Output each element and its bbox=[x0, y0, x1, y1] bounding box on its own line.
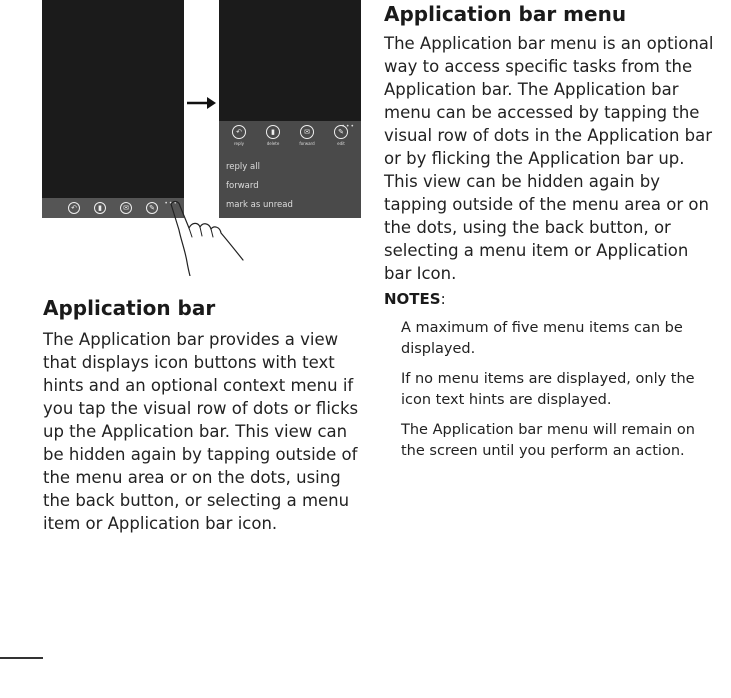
hand-tap-icon bbox=[165, 200, 247, 276]
section-body-application-bar: The Application bar provides a view that displays icon buttons with text hints and an optional context menu if you tap the visual row of dots or flicks up the Application bar. This view can be hidden again by tapping outside of the menu area or on the dots, using the back button, or selecting a menu item or Application bar icon. bbox=[43, 330, 359, 533]
section-body-application-bar-menu: The Application bar menu is an optional way to access specific tasks from the Application bar. The Application bar menu can be accessed by tapping the visual row of dots in the Application bar or by flicking the Application bar up. This view can be hidden again by tapping outside of the menu area or on the dots, using the back button, or selecting a menu item or Application bar Icon. bbox=[384, 34, 714, 283]
icon-hint: forward bbox=[299, 141, 315, 146]
reply-icon: ↶ bbox=[68, 202, 80, 214]
phone-screen-expanded bbox=[219, 0, 361, 218]
edit-icon: ✎ bbox=[334, 125, 348, 139]
icon-hint: edit bbox=[337, 141, 345, 146]
notes-label bbox=[384, 290, 446, 308]
icon-button-delete bbox=[262, 125, 284, 155]
icon-button-reply bbox=[228, 125, 250, 155]
icon-button-forward bbox=[296, 125, 318, 155]
phone-screen-collapsed bbox=[42, 0, 184, 218]
menu-item-mark-as-unread: mark as unread bbox=[226, 200, 293, 210]
edit-icon: ✎ bbox=[146, 202, 158, 214]
notes-colon: : bbox=[440, 290, 446, 308]
note-item: A maximum of five menu items can be displayed. bbox=[401, 320, 683, 357]
icon-row bbox=[219, 121, 361, 155]
footer-rule bbox=[0, 657, 43, 659]
menu-item-reply-all: reply all bbox=[226, 162, 260, 172]
icon-button-edit bbox=[330, 125, 352, 155]
reply-icon: ↶ bbox=[232, 125, 246, 139]
section-title-application-bar-menu: Application bar menu bbox=[384, 2, 627, 26]
menu-dots: ••• bbox=[341, 123, 355, 130]
icon-hint: delete bbox=[266, 141, 280, 146]
application-bar bbox=[42, 198, 184, 218]
note-item: The Application bar menu will remain on the screen until you perform an action. bbox=[401, 422, 695, 459]
forward-icon: ✉ bbox=[300, 125, 314, 139]
forward-icon: ✉ bbox=[120, 202, 132, 214]
notes-label-text: NOTES bbox=[384, 290, 441, 308]
note-item: If no menu items are displayed, only the icon text hints are displayed. bbox=[401, 371, 695, 408]
arrow-right-icon bbox=[187, 96, 217, 110]
icon-hint: reply bbox=[233, 141, 245, 146]
section-title-application-bar: Application bar bbox=[43, 296, 216, 320]
menu-dots: ••• bbox=[164, 200, 178, 207]
delete-icon: ▮ bbox=[266, 125, 280, 139]
menu-item-forward: forward bbox=[226, 181, 259, 191]
delete-icon: ▮ bbox=[94, 202, 106, 214]
